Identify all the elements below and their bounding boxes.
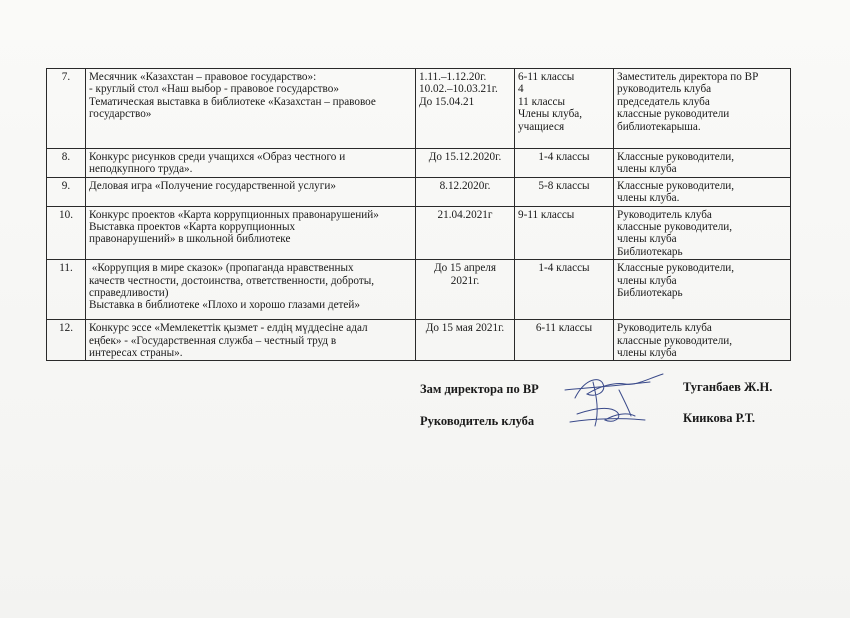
responsible-cell [614, 149, 791, 178]
responsible-line: члены клуба [617, 347, 677, 360]
event-cell [86, 177, 416, 206]
event-cell [86, 320, 416, 361]
event-line: Конкурс рисунков среди учащихся «Образ честного и [89, 151, 346, 163]
event-cell [86, 69, 416, 149]
date-cell [416, 177, 515, 206]
table-row [47, 260, 791, 320]
responsible-cell [614, 177, 791, 206]
event-line: Деловая игра «Получение государственной услуги» [89, 179, 336, 192]
event-line: Выставка проектов «Карта коррупционных [89, 221, 296, 234]
classes-cell [515, 149, 614, 178]
event-cell [86, 260, 416, 320]
classes-cell [515, 320, 614, 361]
event-line: Конкурс эссе «Мемлекеттік қызмет - елдің мүддесіне адал [89, 322, 368, 335]
row-number: 9. [47, 177, 86, 206]
event-line: правонарушений» в школьной библиотеке [89, 233, 291, 246]
head-name: Киикова Р.Т. [683, 411, 755, 425]
event-line: «Коррупция в мире сказок» (пропаганда нравственных [89, 262, 354, 275]
classes-line: 5-8 классы [538, 179, 590, 192]
classes-line: 6-11 классы [535, 322, 593, 335]
event-line: качеств честности, достоинства, ответственности, доброты, [89, 274, 375, 287]
event-line: Конкурс проектов «Карта коррупционных правонарушений» [89, 208, 379, 221]
responsible-line: Руководитель клуба [617, 322, 712, 335]
classes-line: 11 классы [518, 95, 566, 108]
classes-line: 1-4 классы [538, 151, 590, 163]
event-line: неподкупного труда». [89, 163, 193, 176]
responsible-line: Классные руководители, [617, 262, 735, 275]
table-row [47, 320, 791, 361]
table-row [47, 206, 791, 260]
event-line: государство» [89, 108, 152, 121]
row-number: 11. [47, 260, 86, 320]
row-number: 12. [47, 320, 86, 361]
table-row [47, 149, 791, 178]
handwritten-signature [555, 368, 680, 438]
date-cell [416, 69, 515, 149]
date-line: 10.02.–10.03.21г. [419, 83, 498, 96]
classes-cell [515, 177, 614, 206]
responsible-line: классные руководители, [617, 334, 733, 347]
responsible-line: классные руководители, [617, 221, 733, 234]
event-line: еңбек» - «Государственная служба – честный труд в [89, 334, 337, 347]
classes-line: Члены клуба, [518, 108, 583, 121]
responsible-line: Библиотекарь [617, 287, 683, 300]
classes-line: 4 [518, 83, 524, 96]
date-line: 21.04.2021г [437, 208, 493, 221]
responsible-cell [614, 260, 791, 320]
responsible-line: члены клуба. [617, 192, 680, 205]
classes-cell [515, 69, 614, 149]
date-line: 1.11.–1.12.20г. [419, 71, 487, 83]
classes-line: 9-11 классы [518, 208, 575, 221]
row-number: 7. [47, 69, 86, 149]
date-line: 2021г. [450, 274, 480, 287]
event-line: Месячник «Казахстан – правовое государство»: [89, 71, 317, 83]
responsible-line: классные руководители [617, 108, 730, 121]
responsible-line: члены клуба [617, 274, 677, 287]
classes-cell [515, 260, 614, 320]
responsible-line: Классные руководители, [617, 179, 735, 192]
table-row [47, 69, 791, 149]
responsible-cell [614, 206, 791, 260]
deputy-name: Туганбаев Ж.Н. [683, 380, 773, 394]
event-line: Тематическая выставка в библиотеке «Казахстан – правовое [89, 95, 376, 108]
date-line: 8.12.2020г. [439, 179, 491, 192]
deputy-title: Зам директора по ВР [420, 382, 539, 396]
date-line: До 15 апреля [433, 262, 497, 275]
date-cell [416, 206, 515, 260]
responsible-line: Руководитель клуба [617, 208, 712, 221]
classes-line: учащиеся [518, 120, 565, 133]
classes-cell [515, 206, 614, 260]
activity-plan-table [46, 68, 791, 361]
event-cell [86, 206, 416, 260]
responsible-line: председатель клуба [617, 95, 710, 108]
responsible-cell [614, 320, 791, 361]
responsible-line: библиотекарыша. [617, 120, 701, 133]
date-line: До 15.12.2020г. [428, 151, 502, 163]
date-line: До 15.04.21 [419, 95, 475, 108]
responsible-line: Классные руководители, [617, 151, 735, 163]
responsible-line: члены клуба [617, 233, 677, 246]
classes-line: 6-11 классы [518, 71, 575, 83]
date-line: До 15 мая 2021г. [425, 322, 505, 335]
row-number: 10. [47, 206, 86, 260]
event-cell [86, 149, 416, 178]
classes-line: 1-4 классы [538, 262, 590, 275]
date-cell [416, 149, 515, 178]
responsible-line: члены клуба [617, 163, 677, 176]
head-title: Руководитель клуба [420, 414, 535, 428]
date-cell [416, 260, 515, 320]
event-line: справедливости) [89, 287, 169, 300]
responsible-line: руководитель клуба [617, 83, 712, 96]
row-number: 8. [47, 149, 86, 178]
responsible-line: Заместитель директора по ВР [617, 71, 759, 83]
event-line: Выставка в библиотеке «Плохо и хорошо глазами детей» [89, 299, 360, 312]
event-line: - круглый стол «Наш выбор - правовое государство» [89, 83, 339, 96]
table-row [47, 177, 791, 206]
date-cell [416, 320, 515, 361]
event-line: интересах страны». [89, 347, 183, 360]
responsible-line: Библиотекарь [617, 245, 683, 258]
responsible-cell [614, 69, 791, 149]
